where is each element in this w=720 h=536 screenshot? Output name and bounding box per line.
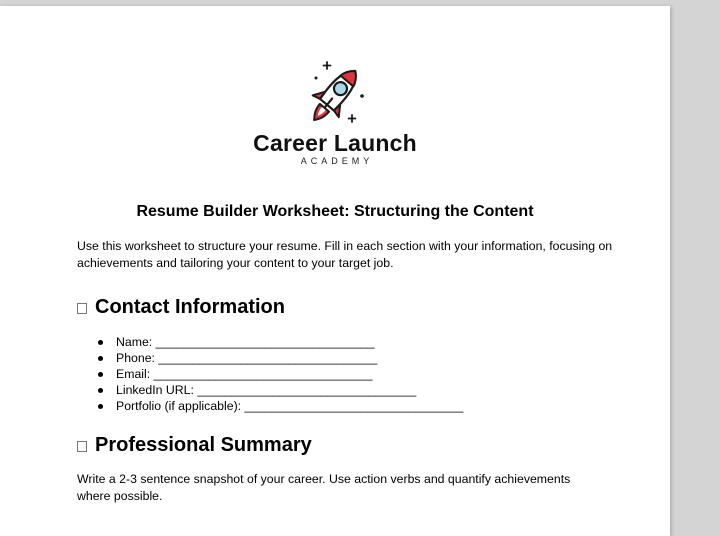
- email-field: Email: ________________________________: [96, 366, 463, 382]
- intro-paragraph: Use this worksheet to structure your resume. Fill in each section with your information, focusing on achievements and tailoring your content to your target job.: [77, 239, 613, 270]
- professional-summary-heading: [77, 434, 312, 457]
- contact-information-heading: [77, 296, 285, 319]
- phone-field: Phone: ________________________________: [96, 350, 463, 366]
- checkbox-icon[interactable]: [77, 303, 87, 314]
- rocket-icon: [300, 60, 370, 130]
- summary-instructions: Write a 2-3 sentence snapshot of your career. Use action verbs and quantify achievements where possible.: [77, 472, 571, 503]
- document-page: [0, 6, 670, 536]
- linkedin-url-field: LinkedIn URL: ________________________________: [96, 382, 463, 398]
- brand-name: Career Launch: [253, 130, 417, 156]
- portfolio-field: Portfolio (if applicable): ________________________________: [96, 398, 463, 414]
- name-field: Name: ________________________________: [96, 334, 463, 350]
- section-heading-text: Contact Information: [95, 296, 285, 318]
- worksheet-title: Resume Builder Worksheet: Structuring the Content: [136, 203, 534, 220]
- checkbox-icon[interactable]: [77, 441, 87, 452]
- brand-tagline: ACADEMY: [300, 156, 374, 166]
- section-heading-text: Professional Summary: [95, 434, 312, 456]
- contact-fields-list: [96, 334, 463, 414]
